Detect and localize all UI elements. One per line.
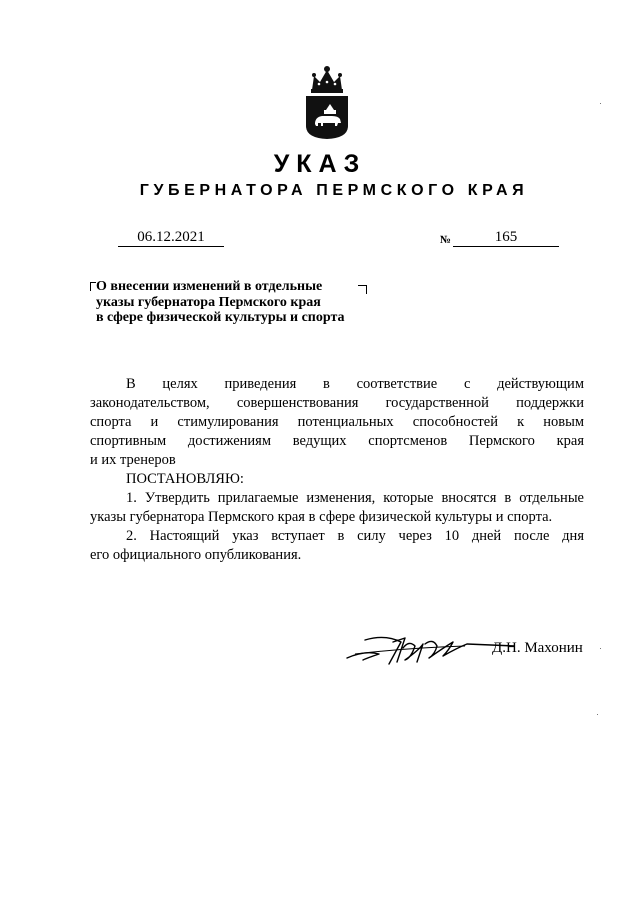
item1-line: указы губернатора Пермского края в сфере физической культуры и спорта. — [90, 509, 553, 525]
subject-line: О внесении изменений в отдельные — [96, 279, 323, 294]
scan-speck — [600, 103, 601, 104]
scan-speck — [600, 648, 601, 649]
subject-line: указы губернатора Пермского края — [96, 294, 321, 310]
scan-speck — [597, 714, 598, 715]
coat-of-arms-icon — [302, 60, 352, 140]
subject-line: в сфере физической культуры и спорта — [96, 310, 345, 325]
document-subtitle: ГУБЕРНАТОРА ПЕРМСКОГО КРАЯ — [139, 182, 529, 199]
preamble-line: законодательством, совершенствования государственной поддержки — [90, 395, 584, 411]
handwritten-signature — [345, 628, 515, 668]
preamble-line: В целях приведения в соответствие с действующим — [126, 376, 584, 392]
decree-subject — [96, 279, 376, 326]
number-label: № — [440, 234, 452, 246]
preamble-line: спорта и стимулирования потенциальных способностей к новым — [90, 414, 584, 430]
item2-line: его официального опубликования. — [90, 547, 302, 563]
decree-number: 165 — [453, 229, 559, 247]
preamble-line: спортивным достижениям ведущих спортсменов Пермского края — [90, 433, 584, 449]
item1-line: 1. Утвердить прилагаемые изменения, которые вносятся в отдельные — [126, 490, 584, 506]
item2-line: 2. Настоящий указ вступает в силу через 10 дней после дня — [126, 528, 584, 544]
document-title: УКАЗ — [273, 150, 367, 178]
signer-name: Д.Н. Махонин — [492, 640, 583, 656]
decree-word: ПОСТАНОВЛЯЮ: — [126, 471, 244, 487]
preamble-line: и их тренеров — [90, 452, 176, 468]
decree-body — [90, 375, 584, 565]
decree-date: 06.12.2021 — [118, 229, 224, 247]
